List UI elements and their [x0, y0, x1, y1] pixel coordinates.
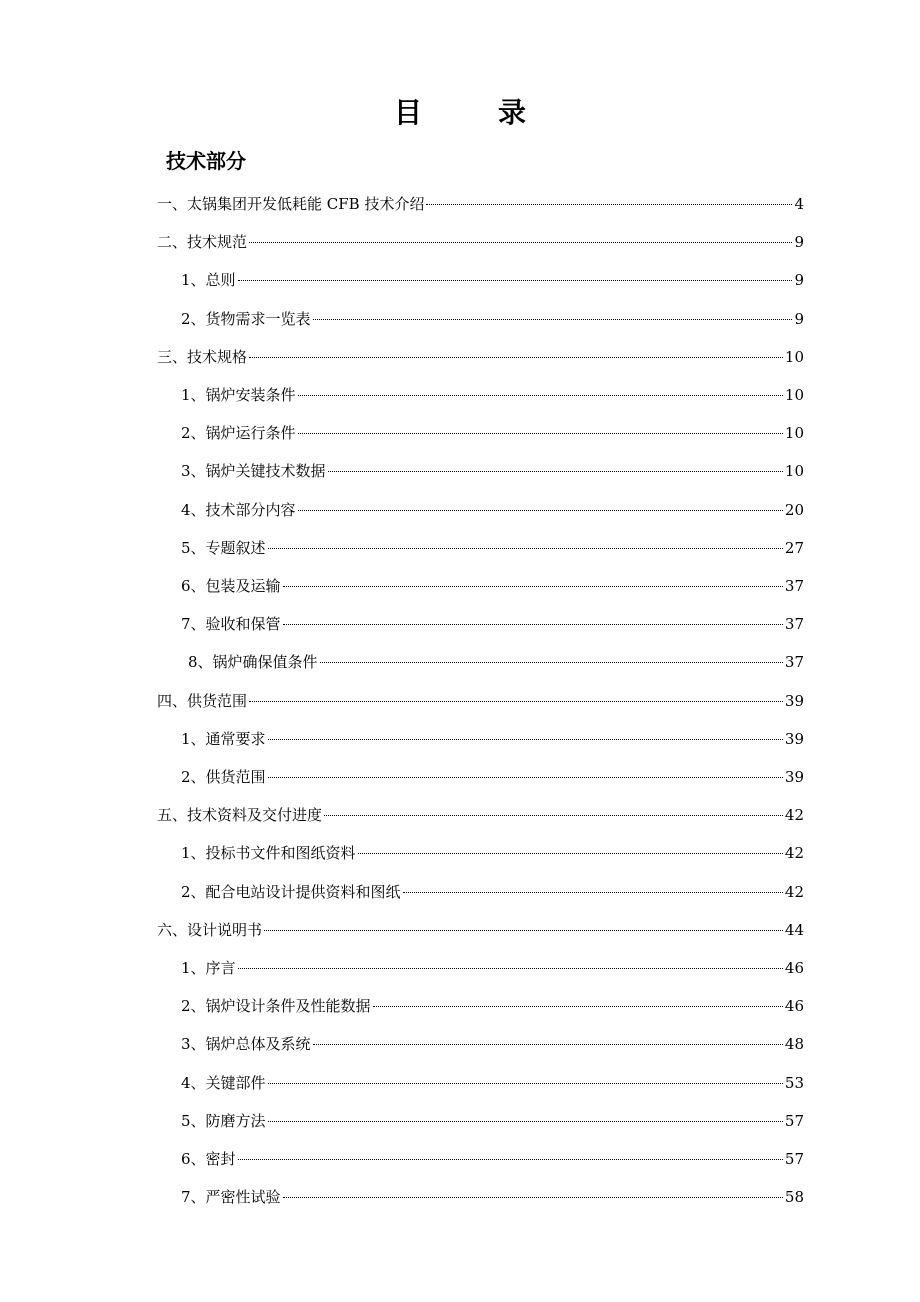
toc-entry[interactable] — [181, 613, 804, 635]
toc-dot-leader — [268, 739, 783, 740]
toc-dot-leader — [283, 586, 783, 587]
section-heading: 技术部分 — [166, 149, 246, 173]
toc-dot-leader — [264, 930, 783, 931]
toc-page-number: 4 — [794, 195, 804, 213]
toc-dot-leader — [324, 815, 783, 816]
toc-dot-leader — [238, 280, 793, 281]
toc-entry-title: 3、锅炉关键技术数据 — [181, 462, 326, 480]
toc-dot-leader — [426, 204, 792, 205]
toc-dot-leader — [268, 548, 783, 549]
toc-entry[interactable] — [181, 499, 804, 521]
toc-entry[interactable] — [157, 804, 804, 826]
toc-entry[interactable] — [181, 1148, 804, 1170]
toc-entry[interactable] — [181, 384, 804, 406]
toc-dot-leader — [238, 968, 783, 969]
toc-page-number: 10 — [784, 424, 804, 442]
toc-entry-title: 1、序言 — [181, 959, 236, 977]
toc-dot-leader — [283, 624, 783, 625]
toc-entry[interactable] — [181, 269, 804, 291]
toc-page-number: 9 — [794, 310, 804, 328]
toc-entry-title: 2、锅炉运行条件 — [181, 424, 296, 442]
toc-page-number: 9 — [794, 233, 804, 251]
toc-page-number: 37 — [784, 653, 804, 671]
toc-entry-title: 六、设计说明书 — [157, 921, 263, 939]
toc-page-number: 44 — [784, 921, 804, 939]
toc-page-number: 20 — [784, 501, 804, 519]
toc-entry-title: 4、技术部分内容 — [181, 501, 296, 519]
toc-dot-leader — [313, 1044, 783, 1045]
toc-entry-title: 三、技术规格 — [157, 348, 248, 366]
toc-dot-leader — [328, 471, 783, 472]
toc-dot-leader — [249, 701, 783, 702]
toc-entry[interactable] — [181, 575, 804, 597]
toc-dot-leader — [358, 853, 783, 854]
toc-page-number: 42 — [784, 806, 804, 824]
toc-entry[interactable] — [181, 537, 804, 559]
toc-page-number: 57 — [784, 1112, 804, 1130]
toc-page-number: 42 — [784, 883, 804, 901]
toc-entry-title: 2、锅炉设计条件及性能数据 — [181, 997, 371, 1015]
toc-entry[interactable] — [181, 1186, 804, 1208]
toc-entry-title: 5、防磨方法 — [181, 1112, 266, 1130]
toc-entry-title: 7、严密性试验 — [181, 1188, 281, 1206]
toc-dot-leader — [298, 395, 783, 396]
toc-entry[interactable] — [181, 881, 804, 903]
toc-entry[interactable] — [157, 346, 804, 368]
toc-dot-leader — [403, 892, 783, 893]
toc-entry[interactable] — [157, 231, 804, 253]
toc-entry-title: 2、配合电站设计提供资料和图纸 — [181, 883, 401, 901]
toc-page-number: 9 — [794, 271, 804, 289]
toc-entry-title: 二、技术规范 — [157, 233, 248, 251]
toc-entry-title: 5、专题叙述 — [181, 539, 266, 557]
toc-entry[interactable] — [181, 1033, 804, 1055]
toc-entry[interactable] — [181, 957, 804, 979]
toc-entry-title: 一、太锅集团开发低耗能 CFB 技术介绍 — [157, 195, 425, 213]
toc-entry[interactable] — [181, 766, 804, 788]
toc-page-number: 39 — [784, 692, 804, 710]
toc-page-number: 48 — [784, 1035, 804, 1053]
toc-page-number: 42 — [784, 844, 804, 862]
toc-page-number: 27 — [784, 539, 804, 557]
toc-entry[interactable] — [157, 193, 804, 215]
toc-entry-title: 1、总则 — [181, 271, 236, 289]
toc-page-number: 46 — [784, 959, 804, 977]
toc-entry-title: 3、锅炉总体及系统 — [181, 1035, 311, 1053]
toc-dot-leader — [249, 357, 783, 358]
toc-dot-leader — [313, 319, 793, 320]
toc-entry-title: 1、锅炉安装条件 — [181, 386, 296, 404]
toc-page-number: 58 — [784, 1188, 804, 1206]
toc-dot-leader — [298, 510, 783, 511]
toc-entry-title: 四、供货范围 — [157, 692, 248, 710]
toc-dot-leader — [268, 1083, 783, 1084]
toc-entry[interactable] — [181, 422, 804, 444]
toc-entry[interactable] — [181, 1110, 804, 1132]
toc-dot-leader — [268, 1121, 783, 1122]
toc-entry[interactable] — [181, 308, 804, 330]
toc-entry[interactable] — [181, 460, 804, 482]
toc-entry-title: 五、技术资料及交付进度 — [157, 806, 323, 824]
toc-dot-leader — [249, 242, 792, 243]
toc-page-number: 10 — [784, 462, 804, 480]
toc-entry-title: 6、包装及运输 — [181, 577, 281, 595]
toc-entry[interactable] — [181, 842, 804, 864]
toc-page-number: 37 — [784, 615, 804, 633]
toc-entry[interactable] — [157, 919, 804, 941]
toc-page-number: 37 — [784, 577, 804, 595]
toc-page-number: 10 — [784, 386, 804, 404]
toc-dot-leader — [373, 1006, 783, 1007]
toc-dot-leader — [298, 433, 783, 434]
toc-page-number: 39 — [784, 768, 804, 786]
toc-entry-title: 8、锅炉确保值条件 — [188, 653, 318, 671]
page-title: 目 录 — [393, 96, 550, 129]
toc-entry-title: 6、密封 — [181, 1150, 236, 1168]
toc-entry-title: 7、验收和保管 — [181, 615, 281, 633]
toc-entry[interactable] — [181, 995, 804, 1017]
toc-entry[interactable] — [157, 690, 804, 712]
toc-page-number: 46 — [784, 997, 804, 1015]
toc-entry[interactable] — [181, 728, 804, 750]
toc-entry-title: 1、投标书文件和图纸资料 — [181, 844, 356, 862]
toc-page-number: 10 — [784, 348, 804, 366]
toc-page-number: 53 — [784, 1074, 804, 1092]
toc-entry[interactable] — [188, 651, 804, 673]
toc-entry-title: 2、货物需求一览表 — [181, 310, 311, 328]
toc-dot-leader — [283, 1197, 783, 1198]
toc-dot-leader — [238, 1159, 783, 1160]
toc-entry-title: 1、通常要求 — [181, 730, 266, 748]
toc-page-number: 57 — [784, 1150, 804, 1168]
toc-dot-leader — [268, 777, 783, 778]
toc-entry-title: 2、供货范围 — [181, 768, 266, 786]
toc-page-number: 39 — [784, 730, 804, 748]
toc-entry[interactable] — [181, 1072, 804, 1094]
toc-entry-title: 4、关键部件 — [181, 1074, 266, 1092]
toc-dot-leader — [320, 662, 783, 663]
